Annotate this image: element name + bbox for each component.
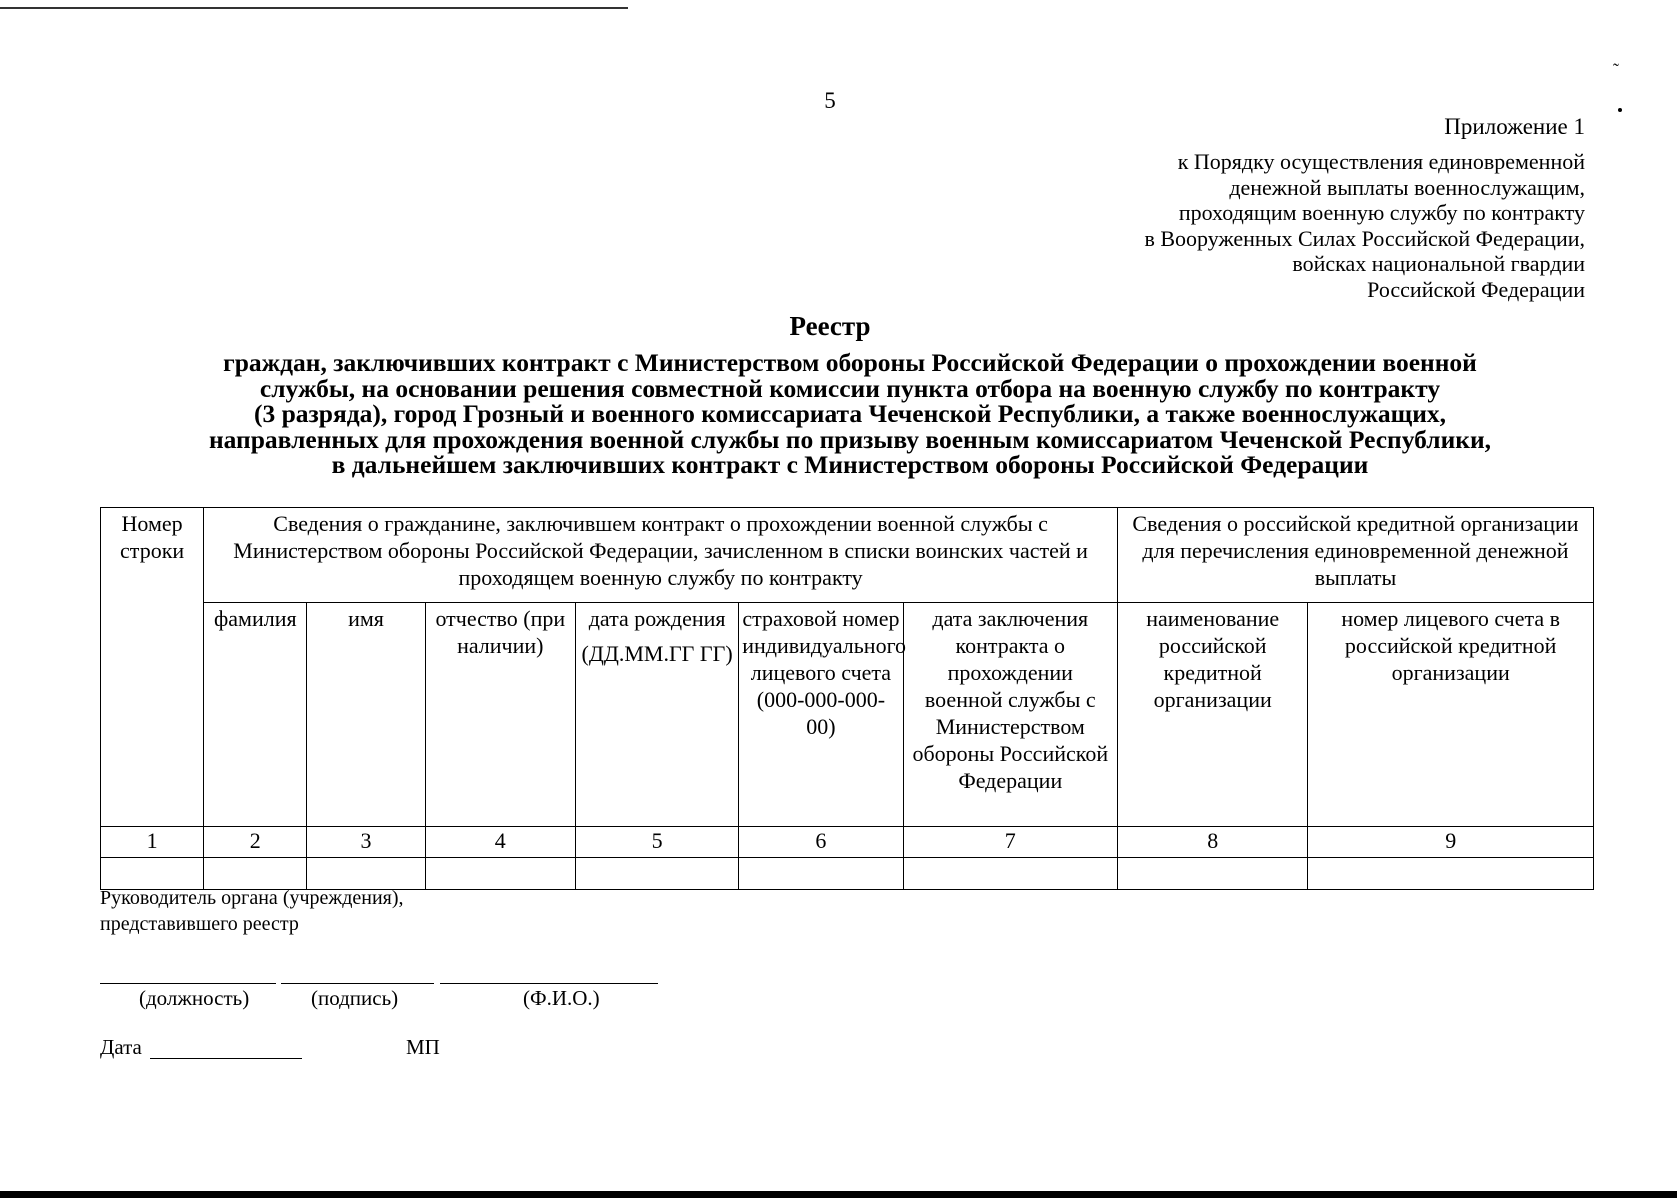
header-bank-name: наименование российской кредитной организации bbox=[1118, 603, 1308, 827]
header-patronymic: отчество (при наличии) bbox=[425, 603, 575, 827]
column-number: 9 bbox=[1308, 827, 1594, 858]
birth-date-format: (ДД.ММ.ГГ ГГ) bbox=[581, 641, 733, 666]
date-label: Дата bbox=[100, 1035, 142, 1059]
fullname-label: (Ф.И.О.) bbox=[523, 986, 600, 1010]
scan-artifact-line bbox=[0, 7, 628, 9]
empty-cell bbox=[1308, 858, 1594, 890]
scan-artifact-mark: ˜ bbox=[1613, 60, 1619, 80]
signer-line: Руководитель органа (учреждения), bbox=[100, 887, 404, 909]
position-line bbox=[100, 983, 276, 984]
header-surname: фамилия bbox=[204, 603, 307, 827]
appendix-line: к Порядку осуществления единовременной bbox=[1177, 149, 1585, 174]
date-line bbox=[150, 1058, 302, 1059]
column-number: 4 bbox=[425, 827, 575, 858]
empty-cell bbox=[1118, 858, 1308, 890]
appendix-line: Российской Федерации bbox=[1367, 276, 1585, 302]
subtitle-line: граждан, заключивших контракт с Министерством обороны Российской Федерации о прохождении военной bbox=[223, 348, 1477, 377]
appendix-line: денежной выплаты военнослужащим, bbox=[1229, 174, 1585, 200]
column-number-row bbox=[101, 827, 1594, 858]
header-birth-date bbox=[575, 603, 738, 827]
header-row-number: Номер строки bbox=[101, 508, 204, 827]
page-number: 5 bbox=[824, 88, 836, 113]
subtitle-line: (3 разряда), город Грозный и военного комиссариата Чеченской Республики, а также военнослужащих, bbox=[253, 399, 1447, 428]
empty-cell bbox=[739, 858, 903, 890]
header-contract-date: дата заключения контракта о прохождении военной службы с Министерством обороны Российской Федерации bbox=[903, 603, 1117, 827]
header-insurance-number: страховой номер индивидуального лицевого счета (000-000-000-00) bbox=[739, 603, 903, 827]
appendix-description bbox=[1145, 149, 1586, 302]
column-number: 8 bbox=[1118, 827, 1308, 858]
column-number: 3 bbox=[307, 827, 425, 858]
signer-block bbox=[100, 885, 404, 937]
signature-label: (подпись) bbox=[311, 986, 399, 1010]
subtitle-line: направленных для прохождения военной службы по призыву военным комиссариатом Чеченской Республики, bbox=[208, 424, 1492, 454]
empty-cell bbox=[425, 858, 575, 890]
document-subtitle bbox=[100, 350, 1600, 478]
subtitle-line: в дальнейшем заключивших контракт с Министерством обороны Российской Федерации bbox=[331, 450, 1369, 479]
fullname-line bbox=[440, 983, 658, 984]
column-number: 5 bbox=[575, 827, 738, 858]
header-name: имя bbox=[307, 603, 425, 827]
appendix-label: Приложение 1 bbox=[1444, 114, 1585, 139]
empty-cell bbox=[575, 858, 738, 890]
column-number: 7 bbox=[903, 827, 1117, 858]
birth-date-label: дата рождения bbox=[588, 606, 726, 631]
header-citizen-group: Сведения о гражданине, заключившем контракт о прохождении военной службы с Министерством обороны Российской Федерации, зачисленном в списки воинских частей и проходящем военную службу по контракту bbox=[204, 508, 1118, 603]
position-label: (должность) bbox=[139, 986, 250, 1010]
column-number: 6 bbox=[739, 827, 903, 858]
empty-cell bbox=[903, 858, 1117, 890]
document-title: Реестр bbox=[789, 311, 871, 341]
stamp-label: МП bbox=[406, 1035, 440, 1059]
appendix-line: проходящим военную службу по контракту bbox=[1178, 200, 1585, 225]
column-number: 2 bbox=[204, 827, 307, 858]
header-account-number: номер лицевого счета в российской кредитной организации bbox=[1308, 603, 1594, 827]
header-bank-group: Сведения о российской кредитной организации для перечисления единовременной денежной выплаты bbox=[1118, 508, 1594, 603]
signer-line: представившего реестр bbox=[100, 913, 299, 935]
scan-artifact-bar bbox=[0, 1191, 1677, 1198]
appendix-line: войсках национальной гвардии bbox=[1292, 251, 1585, 276]
column-number: 1 bbox=[101, 827, 204, 858]
appendix-line: в Вооруженных Силах Российской Федерации, bbox=[1144, 225, 1585, 251]
signature-line bbox=[281, 983, 434, 984]
subtitle-line: службы, на основании решения совместной комиссии пункта отбора на военную службу по контракту bbox=[259, 373, 1441, 403]
registry-table bbox=[100, 507, 1594, 890]
